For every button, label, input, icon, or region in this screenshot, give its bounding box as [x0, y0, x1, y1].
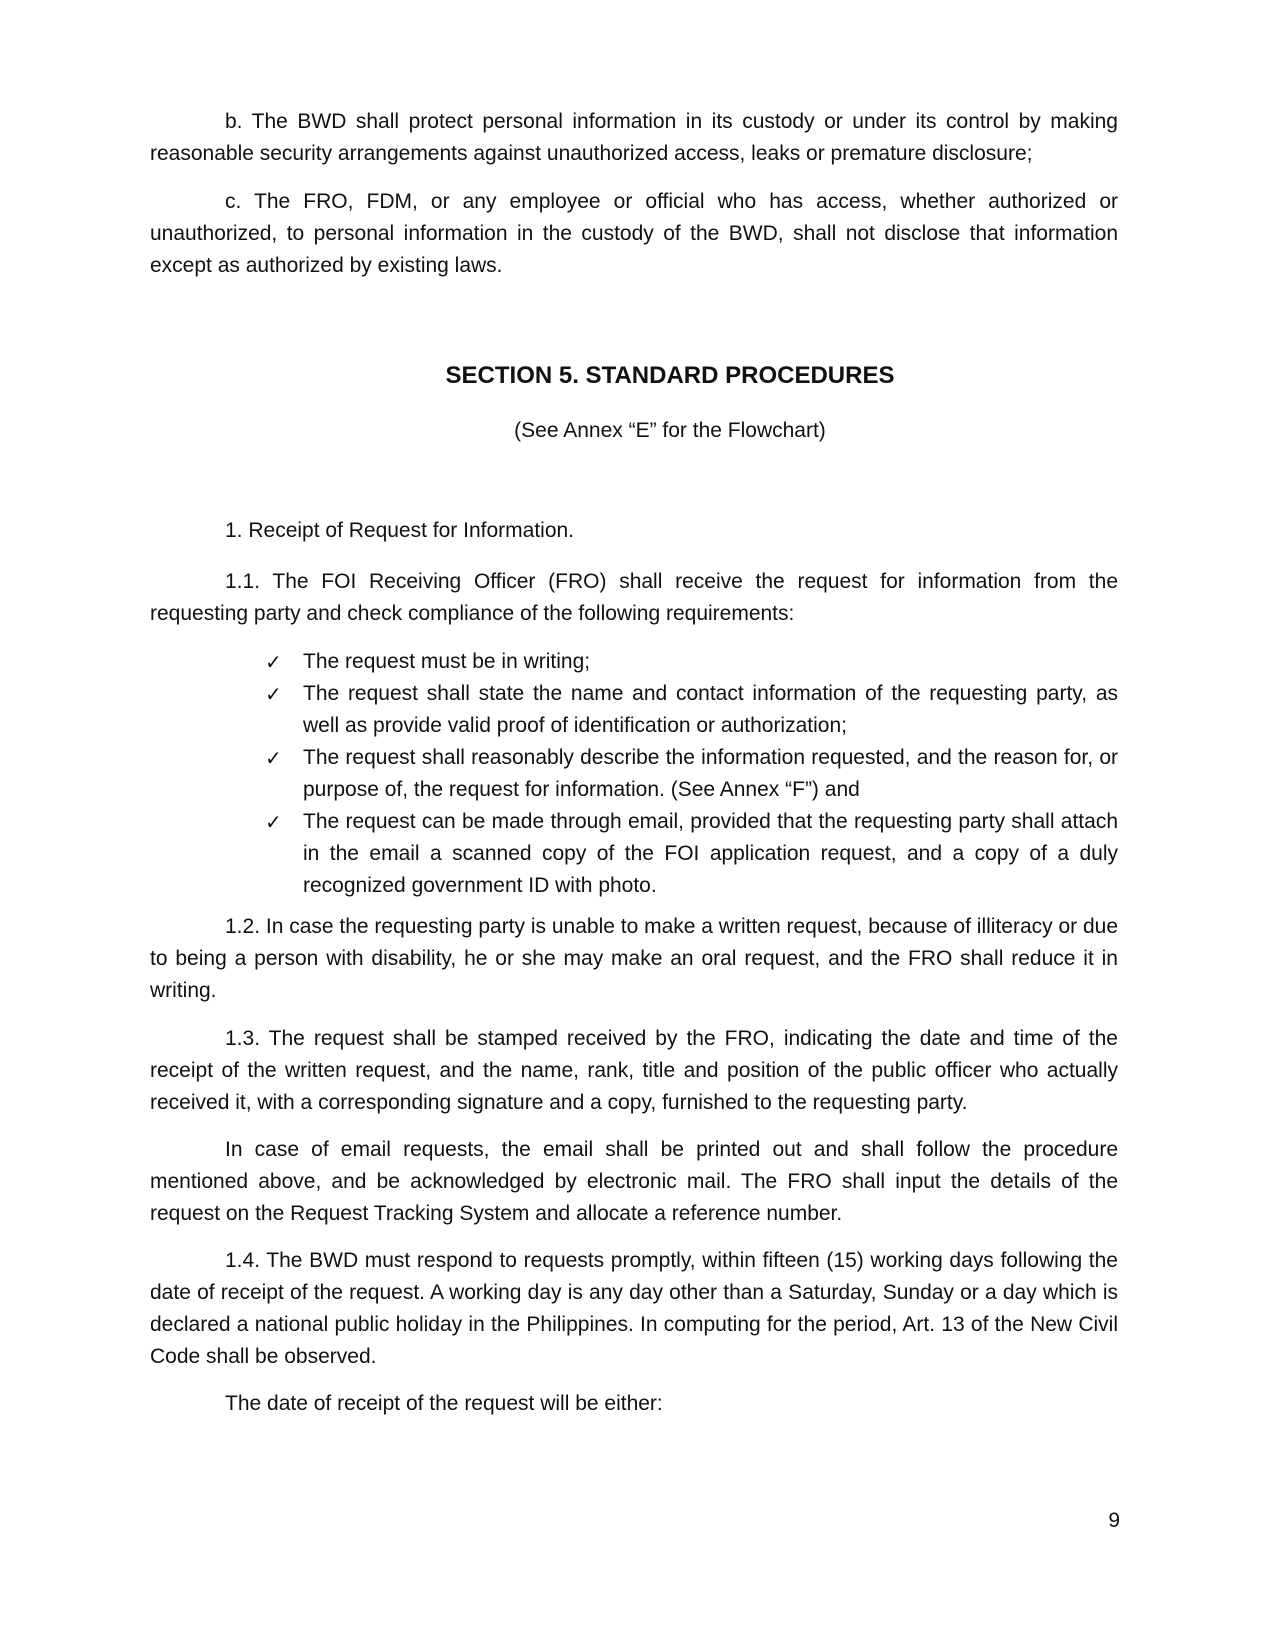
checklist-item-text: The request shall state the name and contact information of the requesting party, as well as provide valid proof of identification or authorization;	[303, 682, 1118, 737]
check-icon: ✓	[265, 746, 282, 770]
paragraph-c: c. The FRO, FDM, or any employee or official who has access, whether authorized or unauthorized, to personal information in the custody of the BWD, shall not disclose that information except as authorized by existing laws.	[150, 190, 1118, 277]
procedure-item-1: 1. Receipt of Request for Information.	[225, 519, 575, 542]
checklist-item-text: The request must be in writing;	[303, 650, 591, 673]
check-icon: ✓	[265, 682, 282, 706]
section-subtitle: (See Annex “E” for the Flowchart)	[514, 419, 826, 442]
checklist-item	[265, 806, 1118, 902]
section-title: SECTION 5. STANDARD PROCEDURES	[445, 362, 895, 389]
checklist-item	[265, 678, 1118, 742]
checklist-item	[265, 742, 1118, 806]
page-number: 9	[1108, 1509, 1120, 1532]
checklist-item-text: The request can be made through email, provided that the requesting party shall attach in the email a scanned copy of the FOI application request, and a copy of a duly recognized government ID with photo.	[303, 810, 1118, 897]
procedure-item-1-3: 1.3. The request shall be stamped received by the FRO, indicating the date and time of the receipt of the written request, and the name, rank, title and position of the public officer who actually received it, with a corresponding signature and a copy, furnished to the requesting party.	[150, 1027, 1118, 1114]
checklist-item	[265, 646, 1118, 678]
check-icon: ✓	[265, 650, 282, 674]
requirements-checklist	[265, 646, 1118, 902]
procedure-item-1-2: 1.2. In case the requesting party is unable to make a written request, because of illiteracy or due to being a person with disability, he or she may make an oral request, and the FRO shall reduce it in writing.	[150, 915, 1119, 1002]
email-requests-paragraph: In case of email requests, the email shall be printed out and shall follow the procedure mentioned above, and be acknowledged by electronic mail. The FRO shall input the details of the request on the Request Tracking System and allocate a reference number.	[150, 1138, 1118, 1225]
date-of-receipt-paragraph: The date of receipt of the request will be either:	[225, 1392, 663, 1415]
procedure-item-1-1: 1.1. The FOI Receiving Officer (FRO) shall receive the request for information from the requesting party and check compliance of the following requirements:	[150, 570, 1118, 625]
procedure-item-1-4: 1.4. The BWD must respond to requests promptly, within fifteen (15) working days following the date of receipt of the request. A working day is any day other than a Saturday, Sunday or a day which is declared a national public holiday in the Philippines. In computing for the period, Art. 13 of the New Civil Code shall be observed.	[150, 1249, 1118, 1368]
checklist-item-text: The request shall reasonably describe the information requested, and the reason for, or purpose of, the request for information. (See Annex “F”) and	[303, 746, 1118, 801]
paragraph-b: b. The BWD shall protect personal information in its custody or under its control by making reasonable security arrangements against unauthorized access, leaks or premature disclosure;	[150, 110, 1118, 165]
check-icon: ✓	[265, 810, 282, 834]
